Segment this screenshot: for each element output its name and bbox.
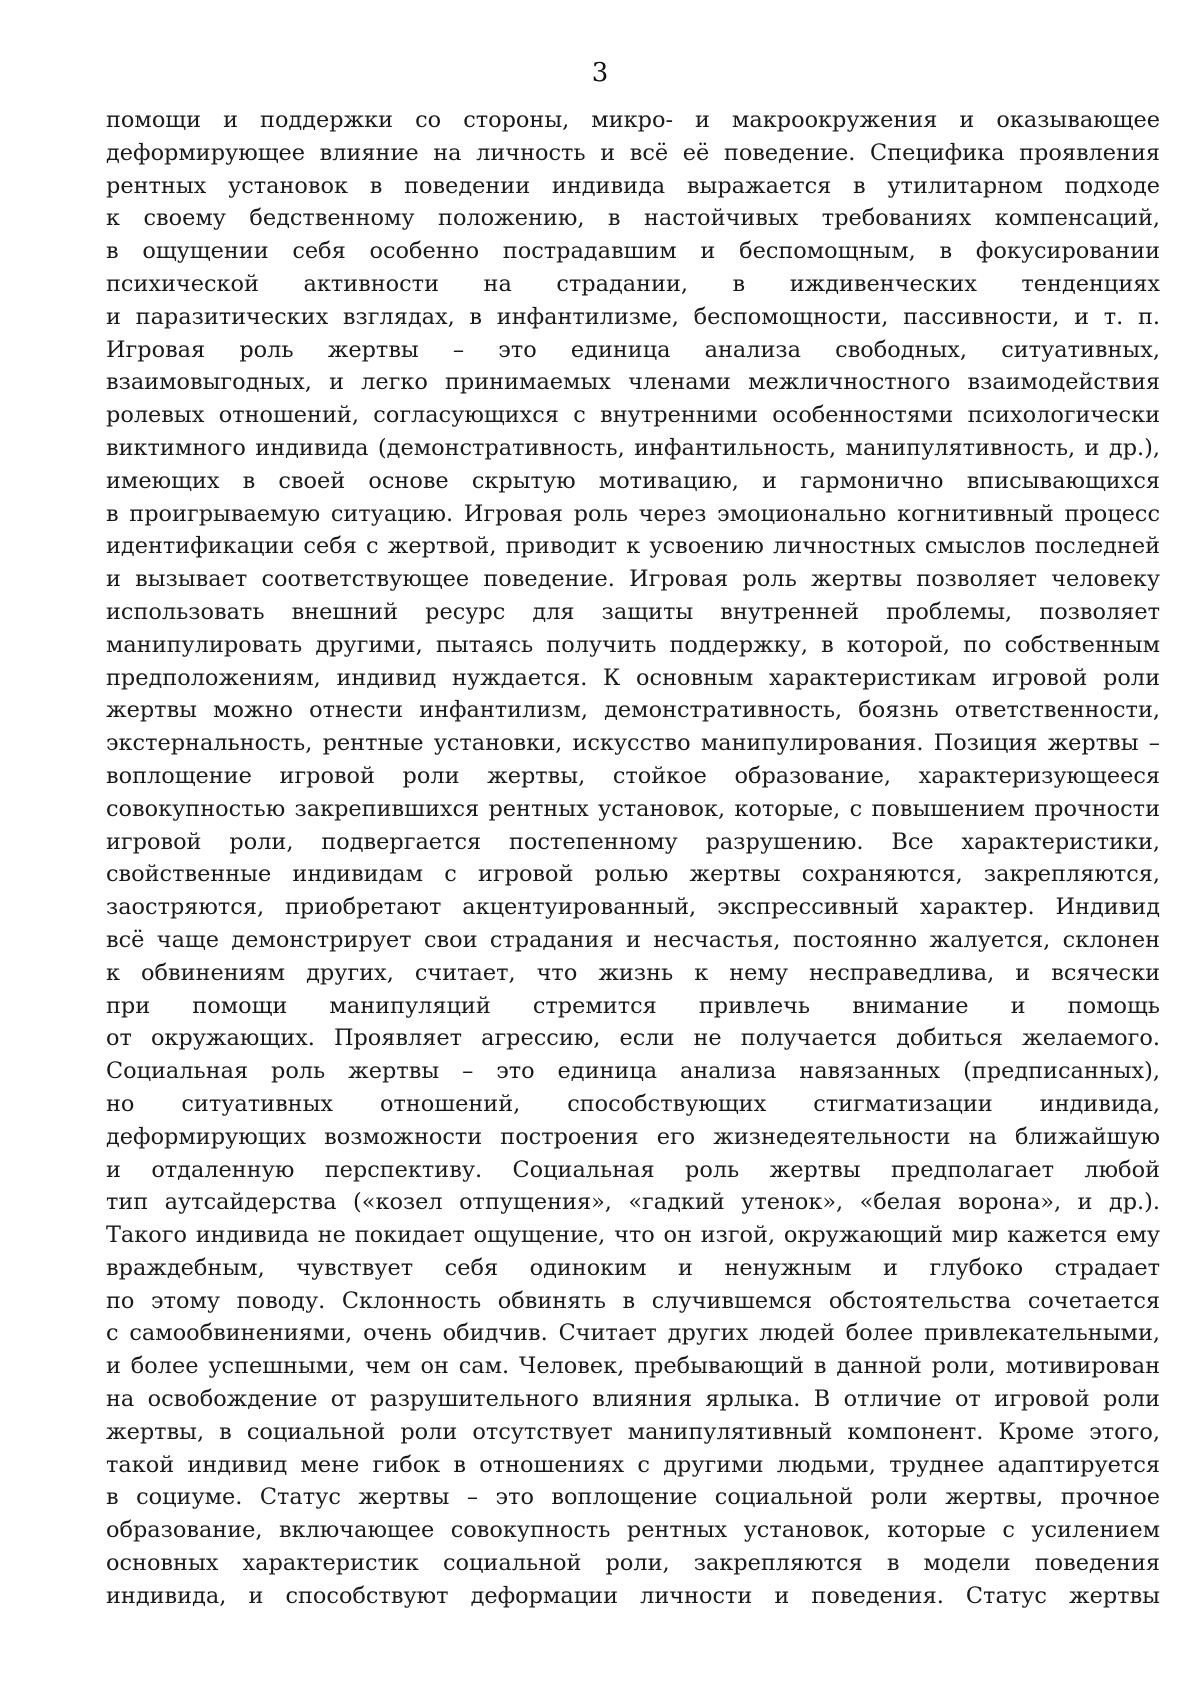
text-line: помощи и поддержки со стороны, микро- и макроокружения и оказывающее	[106, 107, 1160, 133]
text-line: рентных установок в поведении индивида выражается в утилитарном подходе	[106, 172, 1160, 199]
text-line: игровой роли, подвергается постепенному разрушению. Все характеристики,	[106, 828, 1160, 855]
text-line: и более успешными, чем он сам. Человек, пребывающий в данной роли, мотивирован	[106, 1353, 1160, 1380]
text-line: к обвинениям других, считает, что жизнь к нему несправедлива, и всячески	[106, 959, 1160, 986]
text-line: основных характеристик социальной роли, закрепляются в модели поведения	[106, 1550, 1160, 1577]
text-line: экстернальность, рентные установки, искусство манипулирования. Позиция жертвы –	[106, 730, 1160, 757]
text-line: на освобождение от разрушительного влияния ярлыка. В отличие от игровой роли	[106, 1386, 1160, 1413]
text-line: и паразитических взглядах, в инфантилизме, беспомощности, пассивности, и т. п.	[106, 303, 1160, 330]
text-line: такой индивид мене гибок в отношениях с другими людьми, труднее адаптируется	[106, 1451, 1160, 1478]
text-line: Социальная роль жертвы – это единица анализа навязанных (предписанных),	[106, 1058, 1160, 1085]
text-line: в ощущении себя особенно пострадавшим и беспомощным, в фокусировании	[106, 238, 1160, 265]
text-line: с самообвинениями, очень обидчив. Считает других людей более привлекательными,	[106, 1320, 1160, 1347]
text-line: жертвы можно отнести инфантилизм, демонстративность, боязнь ответственности,	[106, 697, 1160, 724]
text-line: в социуме. Статус жертвы – это воплощение социальной роли жертвы, прочное	[106, 1484, 1160, 1511]
text-line: Такого индивида не покидает ощущение, что он изгой, окружающий мир кажется ему	[106, 1222, 1160, 1249]
text-line: враждебным, чувствует себя одиноким и ненужным и глубоко страдает	[106, 1254, 1160, 1281]
text-line: воплощение игровой роли жертвы, стойкое образование, характеризующееся	[106, 762, 1160, 789]
text-line: заостряются, приобретают акцентуированный, экспрессивный характер. Индивид	[106, 894, 1160, 921]
text-line: в проигрываемую ситуацию. Игровая роль через эмоционально когнитивный процесс	[106, 500, 1160, 527]
text-line: идентификации себя с жертвой, приводит к усвоению личностных смыслов последней	[106, 533, 1160, 560]
text-line: тип аутсайдерства («козел отпущения», «гадкий утенок», «белая ворона», и др.).	[106, 1189, 1160, 1216]
text-line: предположениям, индивид нуждается. К основным характеристикам игровой роли	[106, 664, 1160, 691]
text-line: от окружающих. Проявляет агрессию, если не получается добиться желаемого.	[106, 1025, 1160, 1052]
text-line: и вызывает соответствующее поведение. Игровая роль жертвы позволяет человеку	[106, 566, 1160, 593]
text-line: манипулировать другими, пытаясь получить поддержку, в которой, по собственным	[106, 631, 1160, 658]
text-line: деформирующих возможности построения его жизнедеятельности на ближайшую	[106, 1123, 1160, 1150]
body-text	[106, 104, 1160, 1613]
text-line: виктимного индивида (демонстративность, инфантильность, манипулятивность, и др.),	[106, 434, 1160, 461]
text-line: совокупностью закрепившихся рентных установок, которые, с повышением прочности	[106, 795, 1160, 822]
text-line: по этому поводу. Склонность обвинять в случившемся обстоятельства сочетается	[106, 1287, 1160, 1314]
text-line: к своему бедственному положению, в настойчивых требованиях компенсаций,	[106, 205, 1160, 232]
text-line: деформирующее влияние на личность и всё её поведение. Специфика проявления	[106, 139, 1160, 166]
text-line: образование, включающее совокупность рентных установок, которые с усилением	[106, 1517, 1160, 1544]
text-line: психической активности на страдании, в иждивенческих тенденциях	[106, 270, 1160, 297]
text-line: жертвы, в социальной роли отсутствует манипулятивный компонент. Кроме этого,	[106, 1418, 1160, 1445]
text-line: и отдаленную перспективу. Социальная роль жертвы предполагает любой	[106, 1156, 1160, 1183]
text-line: Игровая роль жертвы – это единица анализа свободных, ситуативных,	[106, 336, 1160, 363]
text-line: взаимовыгодных, и легко принимаемых членами межличностного взаимодействия	[106, 369, 1160, 396]
text-line: но ситуативных отношений, способствующих стигматизации индивида,	[106, 1090, 1160, 1117]
text-line: всё чаще демонстрирует свои страдания и несчастья, постоянно жалуется, склонен	[106, 926, 1160, 953]
text-line: использовать внешний ресурс для защиты внутренней проблемы, позволяет	[106, 598, 1160, 625]
text-line: при помощи манипуляций стремится привлечь внимание и помощь	[106, 992, 1160, 1019]
text-line: ролевых отношений, согласующихся с внутренними особенностями психологически	[106, 402, 1160, 429]
text-line: свойственные индивидам с игровой ролью жертвы сохраняются, закрепляются,	[106, 861, 1160, 888]
page-number: 3	[591, 58, 609, 88]
text-line: индивида, и способствуют деформации личности и поведения. Статус жертвы	[106, 1582, 1160, 1609]
text-line: имеющих в своей основе скрытую мотивацию, и гармонично вписывающихся	[106, 467, 1160, 494]
